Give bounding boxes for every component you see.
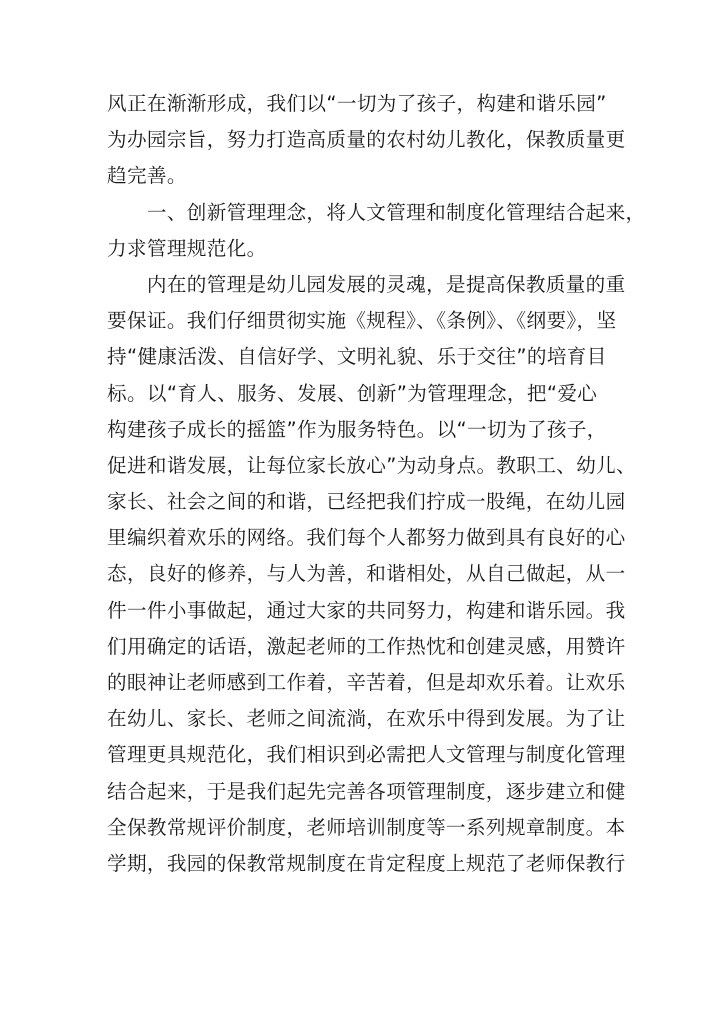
paragraph-line: 构建孩子成长的摇篮”作为服务特色。以“一切为了孩子， bbox=[107, 417, 607, 441]
paragraph-line: 内在的管理是幼儿园发展的灵魂，是提高保教质量的重 bbox=[107, 272, 626, 296]
paragraph-line: 为办园宗旨，努力打造高质量的农村幼儿教化，保教质量更 bbox=[107, 128, 626, 152]
paragraph-line: 全保教常规评价制度，老师培训制度等一系列规章制度。本 bbox=[107, 815, 626, 839]
paragraph-line: 在幼儿、家长、老师之间流淌，在欢乐中得到发展。为了让 bbox=[107, 707, 626, 731]
paragraph-line: 里编织着欢乐的网络。我们每个人都努力做到具有良好的心 bbox=[107, 526, 626, 550]
paragraph-line: 趋完善。 bbox=[107, 164, 187, 188]
paragraph-line: 标。以“育人、服务、发展、创新”为管理理念，把“爱心 bbox=[107, 381, 598, 405]
paragraph-line: 结合起来，于是我们起先完善各项管理制度，逐步建立和健 bbox=[107, 779, 626, 803]
paragraph-line: 风正在渐渐形成，我们以“一切为了孩子，构建和谐乐园” bbox=[107, 92, 607, 115]
paragraph-line: 学期，我园的保教常规制度在肯定程度上规范了老师保教行 bbox=[107, 851, 626, 875]
paragraph-line: 家长、社会之间的和谐，已经把我们拧成一股绳，在幼儿园 bbox=[107, 490, 626, 514]
section-heading-line: 力求管理规范化。 bbox=[107, 236, 267, 260]
document-body bbox=[107, 86, 646, 882]
paragraph-line: 们用确定的话语，激起老师的工作热忱和创建灵感，用赞许 bbox=[107, 634, 626, 658]
paragraph-line: 要保证。我们仔细贯彻实施《规程》、《条例》、《纲要》，坚 bbox=[107, 309, 617, 333]
paragraph-line: 态，良好的修养，与人为善，和谐相处，从自己做起，从一 bbox=[107, 562, 626, 586]
paragraph-line: 的眼神让老师感到工作着，辛苦着，但是却欢乐着。让欢乐 bbox=[107, 671, 626, 694]
paragraph-line: 持“健康活泼、自信好学、文明礼貌、乐于交往”的培育目 bbox=[107, 345, 607, 369]
section-heading-line: 一、创新管理理念，将人文管理和制度化管理结合起来， bbox=[107, 200, 646, 224]
paragraph-line: 件一件小事做起，通过大家的共同努力，构建和谐乐园。我 bbox=[107, 598, 626, 622]
paragraph-line: 管理更具规范化，我们相识到必需把人文管理与制度化管理 bbox=[107, 743, 626, 767]
paragraph-line: 促进和谐发展，让每位家长放心”为动身点。教职工、幼儿、 bbox=[107, 453, 637, 477]
